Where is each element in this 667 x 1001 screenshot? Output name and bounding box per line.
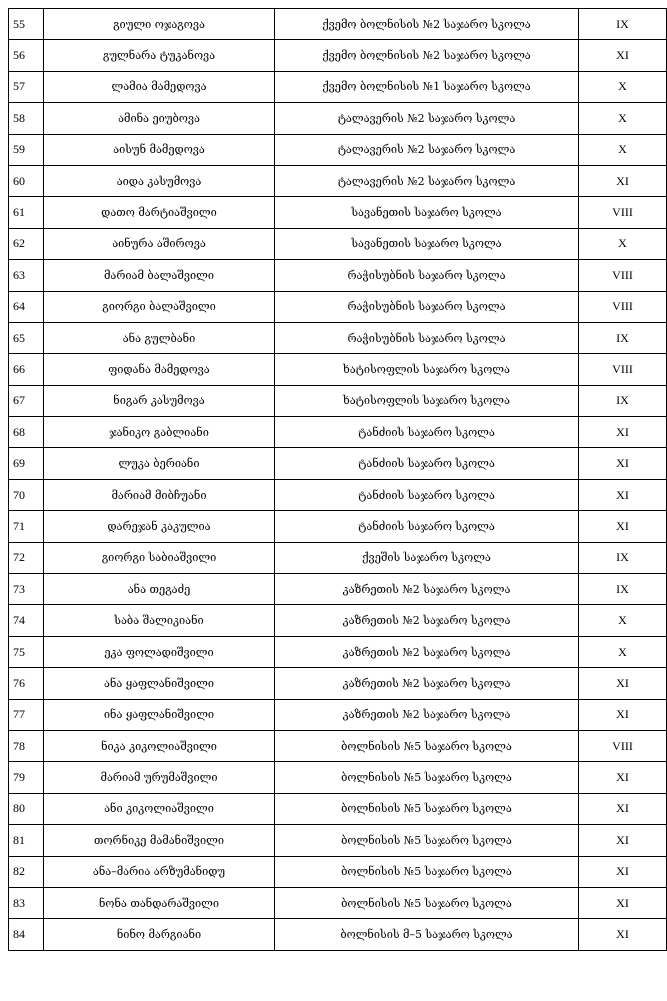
student-name: აისუნ მამედოვა — [44, 134, 275, 165]
row-number: 57 — [9, 71, 44, 102]
grade-level: IX — [579, 542, 667, 573]
row-number: 80 — [9, 793, 44, 824]
grade-level: IX — [579, 574, 667, 605]
row-number: 84 — [9, 919, 44, 950]
table-row — [9, 9, 667, 40]
row-number: 55 — [9, 9, 44, 40]
grade-level: XI — [579, 699, 667, 730]
grade-level: IX — [579, 322, 667, 353]
table-row — [9, 103, 667, 134]
table-row — [9, 197, 667, 228]
student-name: აიდა კასუმოვა — [44, 165, 275, 196]
school-name: ქვემო ბოლნისის №1 საჯარო სკოლა — [275, 71, 579, 102]
table-row — [9, 354, 667, 385]
grade-level: XI — [579, 448, 667, 479]
row-number: 82 — [9, 856, 44, 887]
school-name: ბოლნისის №5 საჯარო სკოლა — [275, 856, 579, 887]
grade-level: XI — [579, 825, 667, 856]
grade-level: XI — [579, 479, 667, 510]
school-name: ბოლნისის №5 საჯარო სკოლა — [275, 730, 579, 761]
school-name: ტალავერის №2 საჯარო სკოლა — [275, 103, 579, 134]
table-row — [9, 385, 667, 416]
grade-level: X — [579, 228, 667, 259]
table-row — [9, 668, 667, 699]
roster-body — [9, 9, 667, 951]
grade-level: VIII — [579, 354, 667, 385]
student-roster-table — [8, 8, 667, 951]
school-name: ბოლნისის №5 საჯარო სკოლა — [275, 793, 579, 824]
table-row — [9, 730, 667, 761]
grade-level: XI — [579, 762, 667, 793]
school-name: ბოლნისის №5 საჯარო სკოლა — [275, 825, 579, 856]
table-row — [9, 417, 667, 448]
row-number: 73 — [9, 574, 44, 605]
row-number: 71 — [9, 511, 44, 542]
student-name: თორნიკე მამანიშვილი — [44, 825, 275, 856]
table-row — [9, 762, 667, 793]
student-name: ნონა თანდარაშვილი — [44, 887, 275, 918]
school-name: სავანეთის საჯარო სკოლა — [275, 228, 579, 259]
row-number: 61 — [9, 197, 44, 228]
row-number: 79 — [9, 762, 44, 793]
school-name: რაჭისუბნის საჯარო სკოლა — [275, 322, 579, 353]
grade-level: XI — [579, 793, 667, 824]
school-name: ხატისოფლის საჯარო სკოლა — [275, 385, 579, 416]
grade-level: X — [579, 134, 667, 165]
school-name: სავანეთის საჯარო სკოლა — [275, 197, 579, 228]
student-name: გიორგი ბალაშვილი — [44, 291, 275, 322]
school-name: კაზრეთის №2 საჯარო სკოლა — [275, 636, 579, 667]
school-name: ტანძიის საჯარო სკოლა — [275, 448, 579, 479]
school-name: ტალავერის №2 საჯარო სკოლა — [275, 134, 579, 165]
school-name: ქვემო ბოლნისის №2 საჯარო სკოლა — [275, 40, 579, 71]
row-number: 64 — [9, 291, 44, 322]
student-name: ნიკა კიკოლიაშვილი — [44, 730, 275, 761]
row-number: 56 — [9, 40, 44, 71]
table-row — [9, 887, 667, 918]
grade-level: XI — [579, 919, 667, 950]
school-name: ბოლნისის მ–5 საჯარო სკოლა — [275, 919, 579, 950]
grade-level: X — [579, 71, 667, 102]
grade-level: IX — [579, 9, 667, 40]
student-name: გიორგი საბიაშვილი — [44, 542, 275, 573]
student-name: ანა ყაფლანიშვილი — [44, 668, 275, 699]
table-row — [9, 322, 667, 353]
school-name: ტანძიის საჯარო სკოლა — [275, 479, 579, 510]
table-row — [9, 825, 667, 856]
student-name: ნიგარ კასუმოვა — [44, 385, 275, 416]
student-name: დათო მარტიაშვილი — [44, 197, 275, 228]
student-name: ჯანიკო გაბლიანი — [44, 417, 275, 448]
table-row — [9, 699, 667, 730]
table-row — [9, 856, 667, 887]
table-row — [9, 793, 667, 824]
school-name: ტანძიის საჯარო სკოლა — [275, 417, 579, 448]
school-name: ქვემო ბოლნისის №2 საჯარო სკოლა — [275, 9, 579, 40]
row-number: 81 — [9, 825, 44, 856]
student-name: ფიდანა მამედოვა — [44, 354, 275, 385]
row-number: 66 — [9, 354, 44, 385]
row-number: 59 — [9, 134, 44, 165]
row-number: 58 — [9, 103, 44, 134]
table-row — [9, 511, 667, 542]
grade-level: XI — [579, 887, 667, 918]
table-row — [9, 165, 667, 196]
row-number: 63 — [9, 260, 44, 291]
student-name: მარიამ ბალაშვილი — [44, 260, 275, 291]
grade-level: VIII — [579, 291, 667, 322]
table-row — [9, 291, 667, 322]
student-name: აინურა აშიროვა — [44, 228, 275, 259]
table-row — [9, 479, 667, 510]
row-number: 67 — [9, 385, 44, 416]
table-row — [9, 40, 667, 71]
table-row — [9, 574, 667, 605]
table-row — [9, 448, 667, 479]
grade-level: IX — [579, 385, 667, 416]
grade-level: XI — [579, 40, 667, 71]
row-number: 75 — [9, 636, 44, 667]
student-name: მარიამ ურუმაშვილი — [44, 762, 275, 793]
student-name: გიული ოჯაგოვა — [44, 9, 275, 40]
student-name: ანა თეგაძე — [44, 574, 275, 605]
document-page — [8, 8, 667, 951]
student-name: ინა ყაფლანიშვილი — [44, 699, 275, 730]
student-name: გულნარა ტუკანოვა — [44, 40, 275, 71]
row-number: 83 — [9, 887, 44, 918]
row-number: 78 — [9, 730, 44, 761]
row-number: 74 — [9, 605, 44, 636]
student-name: ნინო მარგიანი — [44, 919, 275, 950]
school-name: ქვეშის საჯარო სკოლა — [275, 542, 579, 573]
grade-level: XI — [579, 668, 667, 699]
student-name: ანა გულბანი — [44, 322, 275, 353]
row-number: 60 — [9, 165, 44, 196]
student-name: მარიამ მიბჩუანი — [44, 479, 275, 510]
table-row — [9, 260, 667, 291]
row-number: 72 — [9, 542, 44, 573]
school-name: კაზრეთის №2 საჯარო სკოლა — [275, 605, 579, 636]
grade-level: VIII — [579, 260, 667, 291]
student-name: ეკა ფოლადიშვილი — [44, 636, 275, 667]
row-number: 77 — [9, 699, 44, 730]
table-row — [9, 542, 667, 573]
school-name: ბოლნისის №5 საჯარო სკოლა — [275, 887, 579, 918]
school-name: კაზრეთის №2 საჯარო სკოლა — [275, 699, 579, 730]
row-number: 68 — [9, 417, 44, 448]
grade-level: XI — [579, 165, 667, 196]
row-number: 70 — [9, 479, 44, 510]
table-row — [9, 228, 667, 259]
school-name: რაჭისუბნის საჯარო სკოლა — [275, 260, 579, 291]
school-name: კაზრეთის №2 საჯარო სკოლა — [275, 574, 579, 605]
row-number: 62 — [9, 228, 44, 259]
grade-level: VIII — [579, 197, 667, 228]
student-name: დარეჯან კაკულია — [44, 511, 275, 542]
school-name: კაზრეთის №2 საჯარო სკოლა — [275, 668, 579, 699]
grade-level: XI — [579, 417, 667, 448]
school-name: რაჭისუბნის საჯარო სკოლა — [275, 291, 579, 322]
grade-level: VIII — [579, 730, 667, 761]
row-number: 69 — [9, 448, 44, 479]
table-row — [9, 71, 667, 102]
school-name: ბოლნისის №5 საჯარო სკოლა — [275, 762, 579, 793]
table-row — [9, 636, 667, 667]
student-name: საბა შალიკიანი — [44, 605, 275, 636]
table-row — [9, 134, 667, 165]
table-row — [9, 605, 667, 636]
student-name: ლუკა ბერიანი — [44, 448, 275, 479]
grade-level: X — [579, 605, 667, 636]
student-name: ანი კიკოლიაშვილი — [44, 793, 275, 824]
grade-level: X — [579, 103, 667, 134]
student-name: ამინა ეიუბოვა — [44, 103, 275, 134]
school-name: ტანძიის საჯარო სკოლა — [275, 511, 579, 542]
student-name: ანა–მარია არზუმანიდუ — [44, 856, 275, 887]
row-number: 65 — [9, 322, 44, 353]
row-number: 76 — [9, 668, 44, 699]
student-name: ლამია მამედოვა — [44, 71, 275, 102]
grade-level: XI — [579, 511, 667, 542]
grade-level: XI — [579, 856, 667, 887]
table-row — [9, 919, 667, 950]
school-name: ტალავერის №2 საჯარო სკოლა — [275, 165, 579, 196]
school-name: ხატისოფლის საჯარო სკოლა — [275, 354, 579, 385]
grade-level: X — [579, 636, 667, 667]
